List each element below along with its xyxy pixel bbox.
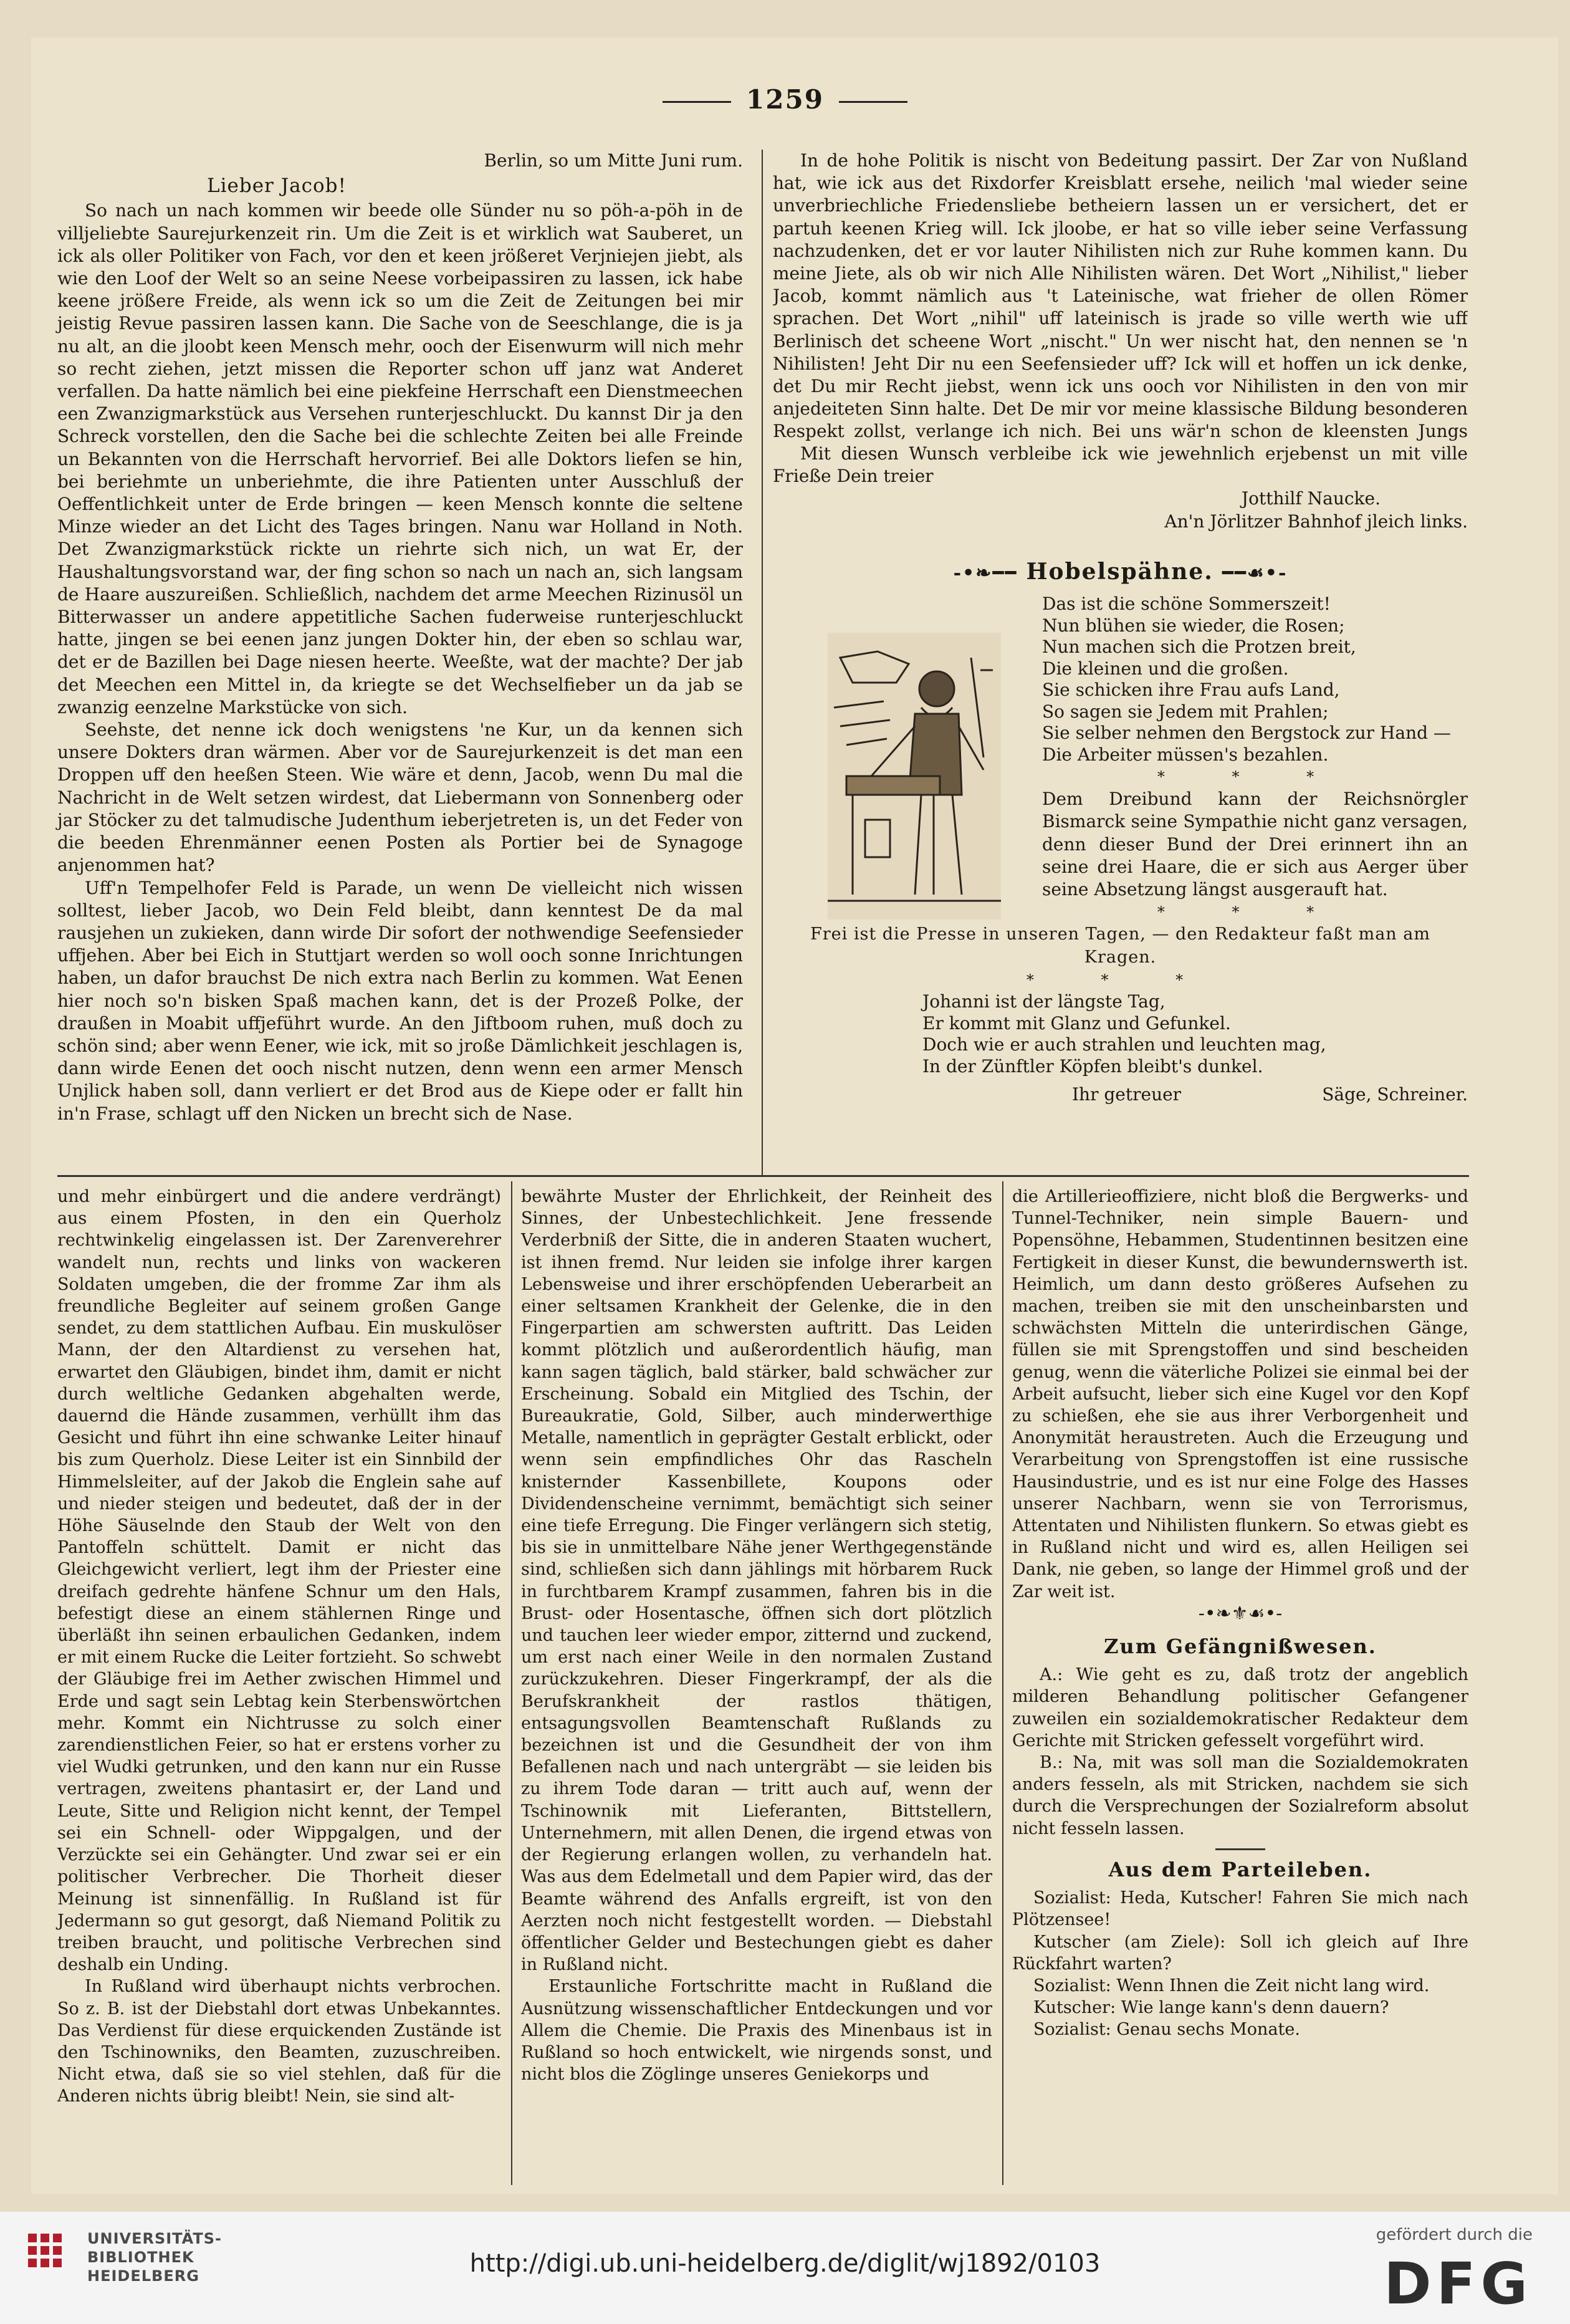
digital-url-link[interactable]: http://digi.ub.uni-heidelberg.de/diglit/wj1892/0103 bbox=[469, 2249, 1101, 2278]
article-paragraph: und mehr einbürgert und die andere verdrängt) aus einem Pfosten, in den ein Querholz rechtwinkelig eingelassen ist. Der Zarenverehrer wandelt nun, rechts und links von wackeren Soldaten umgeben, die der fromme Zar ihm als freundliche Begleiter auf seinem großen Gange sendet, zu dem stattlichen Aufbau. Ein muskulöser Mann, der den Altardienst zu versehen hat, erwartet den Gläubigen, bindet ihm, damit er nicht durch weltliche Gedanken abgehalten werde, dauernd die Hände zusammen, verhüllt ihm das Gesicht und führt ihn eine schwanke Leiter hinauf bis zum Querholz. Diese Leiter ist ein Sinnbild der Himmelsleiter, auf der Jakob die Englein sahe auf und nieder steigen und bedeutet, daß der in der Höhe Säuselnde den Staub der Welt von den Pantoffeln schüttelt. Damit er nicht das Gleichgewicht verliert, legt ihm der Priester eine dreifach gedrehte hänfene Schnur um den Hals, befestigt diese an einem stählernen Ringe und überläßt ihn seinen erbaulichen Gedanken, indem er mit einem Rucke die Leiter fortzieht. So schwebt der Gläubige frei im Aether zwischen Himmel und Erde und sagt sein Lebtag kein Sterbenswörtchen mehr. Kommt ein Nichtrusse zu solch einer zarendienstlichen Feier, so hat er erstens vorher zu viel Wudki getrunken, und den kann nur ein Russe vertragen, zweitens phantasirt er, der Land und Leute, Sitte und Religion nicht kennt, der Tempel sei ein Schnell- oder Wippgalgen, und der Verzückte sei ein Gehängter. Und zwar sei er ein politischer Verbrecher. Die Thorheit dieser Meinung ist sinnenfällig. In Rußland ist für Jedermann so gut gesorgt, daß Niemand Politik zu treiben braucht, und politische Verbrechen sind deshalb ein Unding. bbox=[57, 1187, 501, 1975]
letter-column-left bbox=[57, 150, 743, 1264]
hobel-poem-2: Johanni ist der längste Tag, Er kommt mit Glanz und Gefunkel. Doch wie er auch strahlen und leuchten mag, In der Zünftler Köpfen bleibt's dunkel. bbox=[922, 991, 1326, 1077]
letter-paragraph: So nach un nach kommen wir beede olle Sünder nu so pöh-a-pöh in de villjeliebte Saurejurkenzeit rin. Um die Zeit is et wirklich wat Sauberet, un ick als oller Politiker von Fach, vor den et keen jrößeret Verjniejen jiebt, als wie den Loof der Welt so an seine Neese vorbeipassiren zu lassen, ick habe keene jrößere Freide, als wenn ick so um die Zeit de Zeitungen bei mir jeistig Revue passiren lassen kann. Die Sache von de Seeschlange, die is ja nu alt, an die jloobt keen Mensch mehr, ooch der Eisenwurm will nich mehr so recht ziehen, jetzt missen die Reporter schon uff janz wat Anderet verfallen. Da hatte nämlich bei eine piekfeine Herrschaft een Dienstmeechen een Zwanzigmarkstück aus Versehen runterjeschluckt. Du kannst Dir ja den Schreck vorstellen, den die Sache bei die schlechte Zeiten bei alle Freinde un Bekannten von die Herrschaft hervorrief. Bei alle Doktors liefen se hin, bei beriehmte un unberiehmte, die ihre Patienten unter Ausschluß der Oeffentlichkeit unter de Erde bringen — keen Mensch konnte die seltene Minze wieder an det Licht des Tages bringen. Nanu war Holland in Noth. Det Zwanzigmarkstück rickte un riehrte sich nich, un wat Er, der Haushaltungsvorstand war, der fing schon so nach un nach an, sich langsam de Haare auszureißen. Schließlich, nachdem det arme Meechen Rizinusöl un Bitterwasser un andere appetitliche Sachen fuderweise runterjeschluckt hatte, jingen se bei eenen janz jungen Dokter hin, der eben so schlau war, det er de Bazillen bei Dage niesen heerte. Weeßte, wat der machte? Der jab det Meechen een Mittel in, da kriegte se det Wechselfieber un da jab se zwanzig eenzelne Markstücke von sich. bbox=[57, 200, 743, 718]
section-divider bbox=[57, 1175, 1469, 1177]
library-name: UNIVERSITÄTS- BIBLIOTHEK HEIDELBERG bbox=[87, 2230, 223, 2285]
column-divider bbox=[511, 1181, 512, 2185]
dialogue-line: B.: Na, mit was soll man die Sozialdemokraten anders fesseln, als mit Stricken, nachdem sie sich durch die Versprechungen der Sozialreform absolut nicht fesseln lassen. bbox=[1012, 1753, 1468, 1838]
gefaengnis-heading: Zum Gefängnißwesen. bbox=[1104, 1635, 1377, 1659]
separator-stars: * * * bbox=[1157, 768, 1346, 786]
separator-stars: * * * bbox=[1157, 903, 1346, 921]
column-divider bbox=[762, 150, 763, 1175]
article-paragraph: Erstaunliche Fortschritte macht in Rußland die Ausnützung wissenschaftlicher Entdeckungen und vor Allem die Chemie. Die Praxis des Minenbaus ist in Rußland so hoch entwickelt, wie nirgends sonst, und nicht blos die Zöglinge unseres Geniekorps und bbox=[521, 1977, 992, 2085]
hobelspaehne-heading: -•❧━━ Hobelspähne. ━━☙•- bbox=[953, 558, 1288, 585]
ornament-right-icon: ━━☙•- bbox=[1222, 562, 1288, 584]
hobel-bismarck-text: Dem Dreibund kann der Reichsnörgler Bismarck seine Sympathie nicht ganz versagen, denn dieser Bund der Drei erinnert ihn an seine drei Haare, die er sich aus Aerger über seine Absetzung längst ausgerauft hat. bbox=[1042, 789, 1468, 900]
letter-paragraph: In de hohe Politik is nischt von Bedeitung passirt. Der Zar von Nußland hat, wie ick aus det Rixdorfer Kreisblatt ersehe, neilich 'mal wieder seine unverbriechliche Friedensliebe betheiern lassen un er versichert, det er partuh keenen Krieg will. Ick jloobe, er hat so ville ieber seine Verfassung nachzudenken, det er vor lauter Nihilisten nich zur Ruhe kommen kann. Du meine Jiete, als ob wir nich Alle Nihilisten wären. Det Wort „Nihilist," lieber Jacob, kommt nämlich aus 't Lateinische, wat frieher de ollen Römer sprachen. Det Wort „nihil" uff lateinisch is jrade so ville werth wie uff Berlinisch det scheene Wort „nischt." Un wer nischt hat, den nennen se 'n Nihilisten! Jeht Dir nu een Seefensieder uff? Ick will et hoffen un ick denke, det Du mir Recht jiebst, wenn ick uns ooch vor Nihilisten in den von mir anjedeiteten Sinn halte. Det De mir vor meine klassische Bildung besonderen Respekt zollst, verlange ich nich. Bei uns wär'n schon de kleensten Jungs bbox=[773, 150, 1468, 442]
hobel-presse-text: Frei ist die Presse in unseren Tagen, — den Redakteur faßt man am Kragen. bbox=[810, 924, 1430, 967]
letter-column-right bbox=[773, 150, 1468, 1106]
letter-paragraph: Seehste, det nenne ick doch wenigstens 'ne Kur, un da kennen sich unsere Dokters dran wärmen. Aber vor de Saurejurkenzeit is det man een Droppen uff den heeßen Steen. Wie wäre et denn, Jacob, wenn Du mal die Nachricht in de Welt setzen wirdest, dat Liebermann von Sonnenberg oder jar Stöcker zu det talmudische Judenthum ieberjetreten is, un det Feder von die beeden Ehrenmänner eenen Posten als Portier bei de Synagoge anjenommen hat? bbox=[57, 719, 743, 876]
parteileben-heading: Aus dem Parteileben. bbox=[1108, 1857, 1372, 1881]
letter-signature: Jotthilf Naucke. bbox=[1241, 488, 1381, 509]
article-paragraph: bewährte Muster der Ehrlichkeit, der Reinheit des Sinnes, der Unbestechlichkeit. Jene fressende Verderbniß der Sitte, die in anderen Staaten wuchert, ist ihnen fremd. Nur leiden sie infolge ihrer kargen Lebensweise und ihrer erschöpfenden Ueberarbeit an einer seltsamen Krankheit der Gelenke, die in den Fingerpartien am schwersten auftritt. Das Leiden kommt plötzlich und außerordentlich häufig, man kann sagen täglich, bald stärker, bald schwächer zur Erscheinung. Sobald ein Mitglied des Tschin, der Bureaukratie, Gold, Silber, auch minderwerthige Metalle, namentlich in geprägter Gestalt erblickt, oder wenn sein empfindliches Ohr das Rascheln knisternder Kassenbillete, Koupons oder Dividendenscheine vernimmt, bemächtigt sich seiner eine tiefe Erregung. Die Finger verlängern sich stetig, bis sie in unmittelbare Nähe jener Werthgegenstände sind, schließen sich dann jählings mit hörbarem Ruck in furchtbarem Krampf zusammen, fahren bis in die Brust- oder Hosentasche, öffnen sich dort plötzlich und tauchen leer wieder empor, zitternd und zuckend, um erst nach einer Weile in den normalen Zustand zurückzukehren. Dieser Fingerkrampf, der als die Berufskrankheit der rastlos thätigen, entsagungsvollen Beamtenschaft Rußlands zu bezeichnen ist und die Gesundheit der von ihm Befallenen nach und nach untergräbt — sie leiden bis zu ihrem Tode daran — tritt auch auf, wenn der Tschinownik mit Lieferanten, Bittstellern, Unternehmern, mit allen Denen, die irgend etwas von der Regierung erlangen wollen, zu verhandeln hat. Was aus dem Edelmetall und dem Papier wird, das der Beamte während des Anfalls ergreift, ist von den Aerzten noch nicht festgestellt worden. — Diebstahl öffentlicher Gelder und Bestechungen giebt es daher in Rußland nicht. bbox=[521, 1187, 992, 1975]
hobel-poem-1: Das ist die schöne Sommerszeit! Nun blühen sie wieder, die Rosen; Nun machen sich die Protzen breit, Die kleinen und die großen. Sie schicken ihre Frau aufs Land, So sagen sie Jedem mit Prahlen; Sie selber nehmen den Bergstock zur Hand — Die Arbeiter müssen's bezahlen. bbox=[1042, 593, 1451, 765]
ornament-left-icon: -•❧━━ bbox=[953, 562, 1018, 584]
bottom-column-3 bbox=[1012, 1186, 1468, 2041]
digitization-footer bbox=[0, 2212, 1570, 2324]
letter-dateline: Berlin, so um Mitte Juni rum. bbox=[484, 150, 743, 171]
letter-paragraph: Uff'n Tempelhofer Feld is Parade, un wenn De vielleicht nich wissen solltest, lieber Jacob, wo Dein Feld bleibt, dann kenntest De da mal rausjehen un zukieken, dann wirde Dir sofort der nothwendige Seefensieder uffjehen. Aber bei Eich in Stuttjart werden so woll ooch sonne Inrichtungen haben, un dafor brauchst De nich extra nach Berlin zu kommen. Wat Eenen hier noch so'n bisken Spaß machen kann, det is der Prozeß Polke, der draußen in Moabit uffjeführt wurde. An den Jiftboom ruhen, muß doch zu schön sind; aber wenn Eener, wie ick, mit so jroße Dämlichkeit jeschlagen is, dann wirde Eenen det ooch nischt nutzen, denn wenn een armer Mensch Unjlick haben soll, dann verliert er det Brod aus de Kiepe oder er fallt hin in'n Frase, schlagt uff den Nicken un brecht sich de Nase. bbox=[57, 877, 743, 1124]
letter-paragraph: Mit diesen Wunsch verbleibe ick wie jewehnlich erjebenst un mit ville Frieße Dein treier bbox=[773, 443, 1468, 487]
dialogue-line: Kutscher (am Ziele): Soll ich gleich auf Ihre Rückfahrt warten? bbox=[1012, 1932, 1468, 1974]
letter-salutation: Lieber Jacob! bbox=[207, 175, 347, 198]
short-rule bbox=[1215, 1848, 1265, 1850]
dialogue-line: Sozialist: Heda, Kutscher! Fahren Sie mich nach Plötzensee! bbox=[1012, 1888, 1468, 1930]
bottom-column-2 bbox=[521, 1186, 992, 2085]
dialogue-line: Kutscher: Wie lange kann's denn dauern? bbox=[1033, 1998, 1389, 2018]
carpenter-illustration bbox=[828, 633, 1001, 920]
article-paragraph: In Rußland wird überhaupt nichts verbrochen. So z. B. ist der Diebstahl dort etwas Unbekanntes. Das Verdienst für diese erquickenden Zustände ist den Tschinowniks, den Beamten, zuzuschreiben. Nicht etwa, daß sie so viel stehlen, daß für die Anderen nichts übrig bleibt! Nein, sie sind alt- bbox=[57, 1977, 501, 2106]
sponsor-label: gefördert durch die bbox=[1376, 2226, 1533, 2244]
bottom-column-1 bbox=[57, 1186, 501, 2108]
article-paragraph: die Artillerieoffiziere, nicht bloß die Bergwerks- und Tunnel-Techniker, nein simple Bauern- und Popensöhne, Hebammen, Studentinnen besitzen eine Fertigkeit in dieser Kunst, die bewundernswerth ist. Heimlich, um dann desto größeres Aufsehen zu machen, treiben sie mit den unscheinbarsten und schwächsten Mitteln die unterirdischen Gänge, füllen sie mit Sprengstoffen und sind bescheiden genug, wenn die väterliche Polizei sie einmal bei der Arbeit aufsucht, lieber sich eine Kugel vor den Kopf zu schießen, ehe sie aus ihrer Verborgenheit und Anonymität heraustreten. Auch die Erzeugung und Verarbeitung von Sprengstoffen ist eine russische Hausindustrie, und es ist nur eine Folge des Hasses unserer Nachbarn, wenn sie von Terrorismus, Attentaten und Nihilisten flunkern. So etwas giebt es in Rußland nicht und wird es, allen Heiligen sei Dank, nie geben, so lange der Himmel groß und der Zar weit ist. bbox=[1012, 1187, 1468, 1601]
ornament-icon: -•❧⚜☙•- bbox=[1198, 1602, 1283, 1625]
separator-stars: * * * bbox=[1026, 971, 1215, 989]
letter-signature-place: An'n Jörlitzer Bahnhof jleich links. bbox=[1164, 511, 1468, 532]
dialogue-line: Sozialist: Genau sechs Monate. bbox=[1033, 2020, 1300, 2040]
dialogue-line: Sozialist: Wenn Ihnen die Zeit nicht lang wird. bbox=[1033, 1976, 1430, 1995]
page-number-rule-left bbox=[663, 101, 731, 103]
dfg-logo: DFG bbox=[1384, 2250, 1533, 2317]
hobel-closing: Ihr getreuer Säge, Schreiner. bbox=[1072, 1084, 1468, 1105]
dialogue-line: A.: Wie geht es zu, daß trotz der angeblich milderen Behandlung politischer Gefangener zuweilen ein sozialdemokratischer Redakteur dem Gerichte mit Stricken gefesselt vorgeführt wird. bbox=[1012, 1665, 1468, 1750]
column-divider bbox=[1002, 1181, 1003, 2185]
page-number-rule-right bbox=[839, 101, 907, 103]
page-number: 1259 bbox=[0, 84, 1570, 115]
